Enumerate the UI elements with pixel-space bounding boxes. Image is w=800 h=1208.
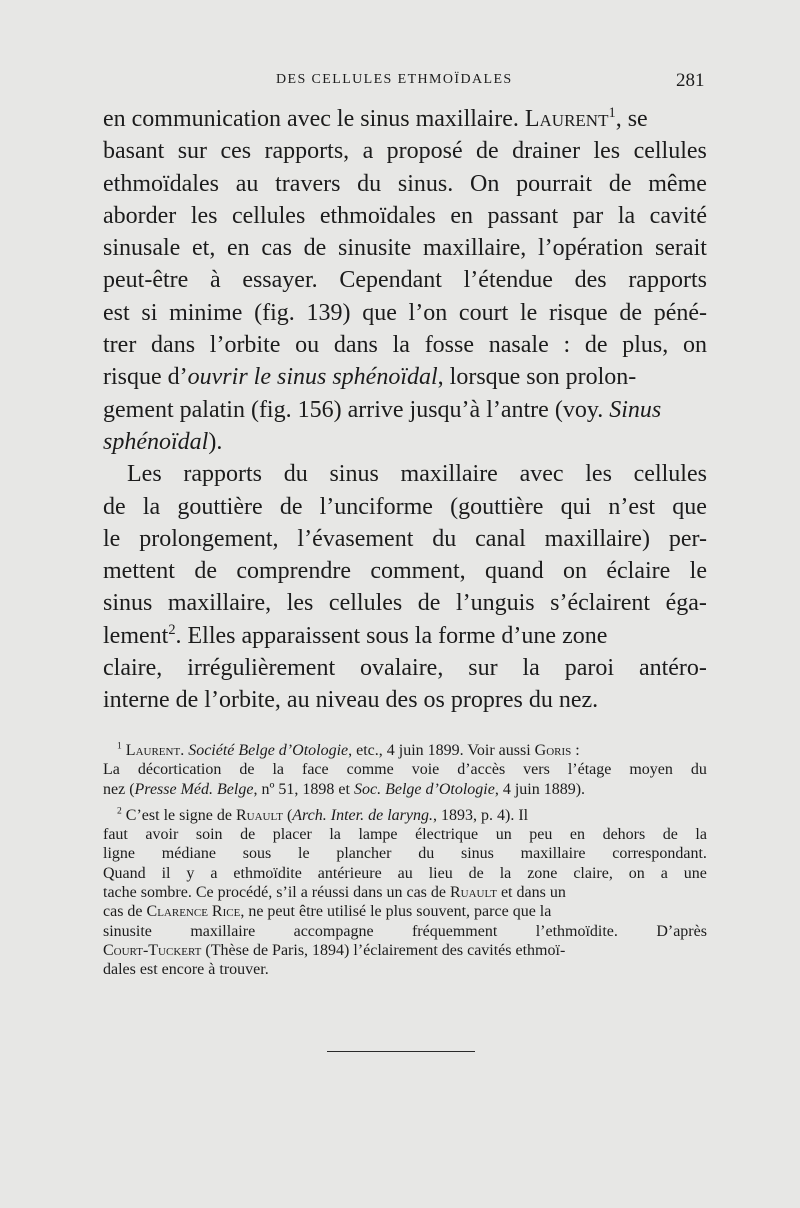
word: cavité [649, 202, 707, 229]
word: l’on [408, 299, 448, 326]
word: il [161, 864, 171, 882]
text-line [103, 458, 707, 490]
word: vers [523, 761, 550, 779]
italic-span: sphénoïdal [103, 428, 209, 455]
word: passant [487, 202, 559, 229]
word: maxillaire, [167, 590, 272, 617]
italic-span: Arch. Inter. de laryng. [292, 806, 433, 824]
word: dehors [602, 826, 646, 844]
word: lieu [428, 864, 453, 882]
word: une [683, 864, 707, 882]
footnote-line [103, 806, 707, 825]
word: cellules [328, 590, 403, 617]
word: sinusite [103, 922, 152, 940]
word: cellules [633, 138, 707, 165]
word: la [329, 826, 341, 844]
italic-span: Soc. Belge d’Otologie [353, 780, 495, 798]
word: (fig. [254, 299, 295, 326]
running-title: DES CELLULES ETHMOÏDALES [276, 72, 513, 87]
word: les [286, 590, 314, 617]
word: n’est [608, 493, 656, 520]
word: et, [192, 235, 216, 262]
text-span: gement palatin (fig. 156) arrive jusqu’à l’antre (voy. [103, 396, 604, 423]
word: l’opération [537, 235, 644, 262]
word: de [608, 170, 632, 197]
word: court [458, 299, 509, 326]
word: 139) [306, 299, 351, 326]
word: de [476, 138, 499, 165]
word: basant [103, 138, 165, 165]
author-name: Court-Tuckert [103, 941, 202, 959]
end-rule [327, 1051, 475, 1052]
text-span: , 4 juin 1889). [494, 780, 586, 798]
text-line [103, 361, 707, 393]
word: rapports [183, 461, 263, 488]
word: correspondant. [612, 845, 707, 863]
word: ethmoïdite [233, 864, 302, 882]
word: moyen [629, 761, 673, 779]
author-name: Laurent [125, 742, 181, 759]
word: ovalaire, [360, 655, 444, 682]
word: sinus [329, 461, 379, 488]
word: claire, [573, 864, 613, 882]
italic-span: Presse Méd. Belge [134, 780, 254, 798]
word: a [362, 138, 374, 165]
author-name: Laurent [524, 106, 609, 132]
word: on [563, 558, 588, 585]
word: de [417, 590, 441, 617]
word: cas [261, 235, 292, 262]
word: avoir [145, 826, 179, 844]
word: maxillaire [400, 461, 498, 488]
word: du [283, 461, 308, 488]
footnote-line [103, 780, 707, 799]
author-name: Ruault [450, 884, 497, 902]
text-span: lement [103, 622, 169, 649]
text-span: , se [615, 106, 648, 132]
word: l’évasement [297, 525, 414, 552]
word: la [392, 332, 410, 359]
text-line [103, 135, 707, 167]
word: de [279, 493, 303, 520]
word: mettent [103, 558, 175, 585]
text-span: risque d’ [103, 364, 188, 391]
word: un [495, 826, 512, 844]
word: a [210, 864, 218, 882]
footnote-gap [103, 799, 707, 806]
footnote-line [103, 741, 707, 760]
page-number: 281 [676, 70, 705, 91]
word: ces [220, 138, 252, 165]
word: des [574, 267, 607, 294]
word: la [142, 493, 161, 520]
word: cellules [633, 461, 707, 488]
footnote-line [103, 883, 707, 902]
text-span: nez ( [103, 780, 135, 798]
word: en [450, 202, 473, 229]
text-span: (Thèse de Paris, 1894) l’éclairement des cavités ethmoï- [201, 941, 566, 959]
word: comme [346, 761, 394, 779]
word: l’orbite [209, 332, 281, 359]
word: : [563, 332, 571, 359]
word: (gouttière [450, 493, 544, 520]
word: fosse [424, 332, 475, 359]
text-line [103, 200, 707, 232]
text-span: , ne peut être utilisé le plus souvent, parce que la [240, 903, 552, 921]
word: claire, [103, 655, 163, 682]
footnote-ref: 1 [608, 105, 616, 121]
text-span: cas de [103, 903, 143, 921]
word: ligne [103, 845, 135, 863]
word: de [194, 558, 217, 585]
text-line [103, 168, 707, 200]
word: médiane [161, 845, 216, 863]
word: Quand [103, 864, 146, 882]
word: voie [411, 761, 440, 779]
word: le [103, 525, 121, 552]
word: de [468, 864, 484, 882]
word: de [239, 761, 255, 779]
word: canal [475, 525, 526, 552]
word: comprendre [236, 558, 351, 585]
word: ethmoïdales [319, 202, 436, 229]
word: maxillaire) [544, 525, 650, 552]
word: à [209, 267, 221, 294]
text-span: , etc., 4 juin 1899. Voir aussi [348, 742, 531, 759]
word: plus, [622, 332, 669, 359]
word: peu [529, 826, 553, 844]
text-span: et dans un [496, 884, 566, 902]
word: l’unguis [455, 590, 535, 617]
word: sinus. [397, 170, 454, 197]
word: rapports [628, 267, 707, 294]
word: est [103, 299, 130, 326]
word: dans [333, 332, 378, 359]
text-line: interne de l’orbite, au niveau des os propres du nez. [103, 687, 599, 714]
text-line [103, 620, 707, 652]
word: décortication [137, 761, 222, 779]
word: l’étendue [463, 267, 553, 294]
text-line [103, 587, 707, 619]
word: s’éclairent [550, 590, 651, 617]
footnote-line [103, 864, 707, 883]
footnote-ref: 2 [168, 621, 176, 638]
word: minime [169, 299, 243, 326]
text-span: C’est le signe de [125, 806, 232, 824]
text-line [103, 232, 707, 264]
text-line [103, 329, 707, 361]
text-span: : [571, 742, 580, 759]
word: de [240, 826, 256, 844]
footnote-line [103, 760, 707, 779]
word: au [397, 864, 413, 882]
word: sinusite [337, 235, 412, 262]
text-line [103, 652, 707, 684]
word: lampe [358, 826, 398, 844]
word: ethmoïdales [103, 170, 219, 197]
word: sur [468, 655, 498, 682]
text-line [103, 555, 707, 587]
word: travers [275, 170, 341, 197]
word: on [628, 864, 645, 882]
word: les [593, 138, 621, 165]
word: prolongement, [139, 525, 279, 552]
word: la [499, 864, 512, 882]
text-line [103, 264, 707, 296]
word: faut [103, 826, 128, 844]
word: gouttière [177, 493, 263, 520]
footnote-line [103, 902, 707, 921]
word: en [569, 826, 586, 844]
word: sous [242, 845, 272, 863]
word: la [522, 655, 540, 682]
text-span: , nº 51, 1898 et [253, 780, 350, 798]
text-span: tache sombre. Ce procédé, s’il a réussi dans un cas de [103, 884, 446, 902]
word: au [235, 170, 259, 197]
word: de [103, 493, 126, 520]
word: comment, [370, 558, 466, 585]
italic-span: Sinus [609, 396, 662, 423]
text-line [103, 103, 707, 135]
word: drainer [512, 138, 581, 165]
word: D’après [656, 922, 707, 940]
word: maxillaire [190, 922, 256, 940]
footnote-line [103, 941, 707, 960]
word: le [689, 558, 707, 585]
italic-span: Société Belge d’Otologie [188, 742, 349, 759]
word: zone [527, 864, 558, 882]
text-line [103, 297, 707, 329]
word: par [572, 202, 604, 229]
word: soin [195, 826, 223, 844]
word: peut-être [103, 267, 189, 294]
text-line [103, 523, 707, 555]
word: placer [272, 826, 312, 844]
text-span: en communication avec le sinus maxillaire. [103, 106, 519, 132]
word: électrique [415, 826, 479, 844]
word: La [103, 761, 120, 779]
word: y [186, 864, 195, 882]
word: quand [485, 558, 544, 585]
author-name: Goris [534, 742, 572, 759]
word: du [357, 170, 382, 197]
word: sinus [460, 845, 494, 863]
word: a [660, 864, 668, 882]
word: même [648, 170, 707, 197]
word: l’unciforme [319, 493, 433, 520]
word: le [519, 299, 538, 326]
body-text [103, 103, 707, 717]
text-line [103, 394, 707, 426]
word: face [301, 761, 329, 779]
word: l’ethmoïdite. [535, 922, 618, 940]
text-line [103, 426, 707, 458]
word: d’accès [457, 761, 506, 779]
word: les [585, 461, 612, 488]
text-span: , lorsque son prolon- [437, 364, 637, 391]
text-line [103, 491, 707, 523]
word: qui [560, 493, 592, 520]
word: le [298, 845, 310, 863]
text-span: . Elles apparaissent sous la forme d’une zone [175, 622, 608, 649]
word: antérieure [317, 864, 382, 882]
word: du [432, 525, 457, 552]
author-name: Clarence Rice [146, 903, 241, 921]
word: éga- [665, 590, 707, 617]
footnote-marker: 1 [117, 740, 122, 752]
word: fréquemment [411, 922, 498, 940]
word: proposé [386, 138, 463, 165]
footnote-line [103, 922, 707, 941]
word: accompagne [293, 922, 374, 940]
word: On [470, 170, 500, 197]
word: que [672, 493, 707, 520]
word: serait [654, 235, 707, 262]
word: de [619, 299, 642, 326]
word: l’étage [567, 761, 612, 779]
word: si [141, 299, 158, 326]
word: pourrait [516, 170, 593, 197]
word: rapports, [264, 138, 350, 165]
word: du [418, 845, 435, 863]
footnote-line [103, 825, 707, 844]
word: éclaire [606, 558, 671, 585]
word: sinus [103, 590, 153, 617]
footnote-marker: 2 [117, 805, 122, 817]
word: la [272, 761, 284, 779]
word: paroi [564, 655, 615, 682]
word: en [227, 235, 250, 262]
running-header [0, 70, 800, 94]
word: Cependant [339, 267, 442, 294]
word: de [662, 826, 678, 844]
word: avec [519, 461, 564, 488]
word: de [303, 235, 327, 262]
text-span: . [180, 742, 185, 759]
footnote-line [103, 844, 707, 863]
text-span: ). [208, 428, 223, 455]
word: irrégulièrement [187, 655, 336, 682]
word: trer [103, 332, 137, 359]
word: cellules [232, 202, 306, 229]
word: les [190, 202, 218, 229]
word: maxillaire, [423, 235, 527, 262]
word: la [695, 826, 707, 844]
footnote-line: dales est encore à trouver. [103, 961, 269, 979]
word: per- [668, 525, 707, 552]
word: sur [177, 138, 208, 165]
word: risque [548, 299, 608, 326]
word: sinusale [103, 235, 181, 262]
word: Les [127, 461, 162, 488]
italic-span: ouvrir le sinus sphénoïdal [187, 364, 438, 391]
author-name: Ruault [236, 806, 283, 824]
word: ou [295, 332, 320, 359]
word: plancher [336, 845, 392, 863]
word: on [683, 332, 707, 359]
text-span: ( [282, 806, 293, 824]
word: du [690, 761, 707, 779]
word: nasale [488, 332, 549, 359]
word: maxillaire [520, 845, 586, 863]
word: péné- [653, 299, 707, 326]
word: de [584, 332, 608, 359]
text-span: , 1893, p. 4). Il [432, 806, 529, 824]
word: la [617, 202, 636, 229]
word: que [362, 299, 397, 326]
footnotes [103, 741, 707, 980]
word: dans [151, 332, 196, 359]
word: aborder [103, 202, 177, 229]
word: essayer. [242, 267, 318, 294]
word: antéro- [638, 655, 707, 682]
